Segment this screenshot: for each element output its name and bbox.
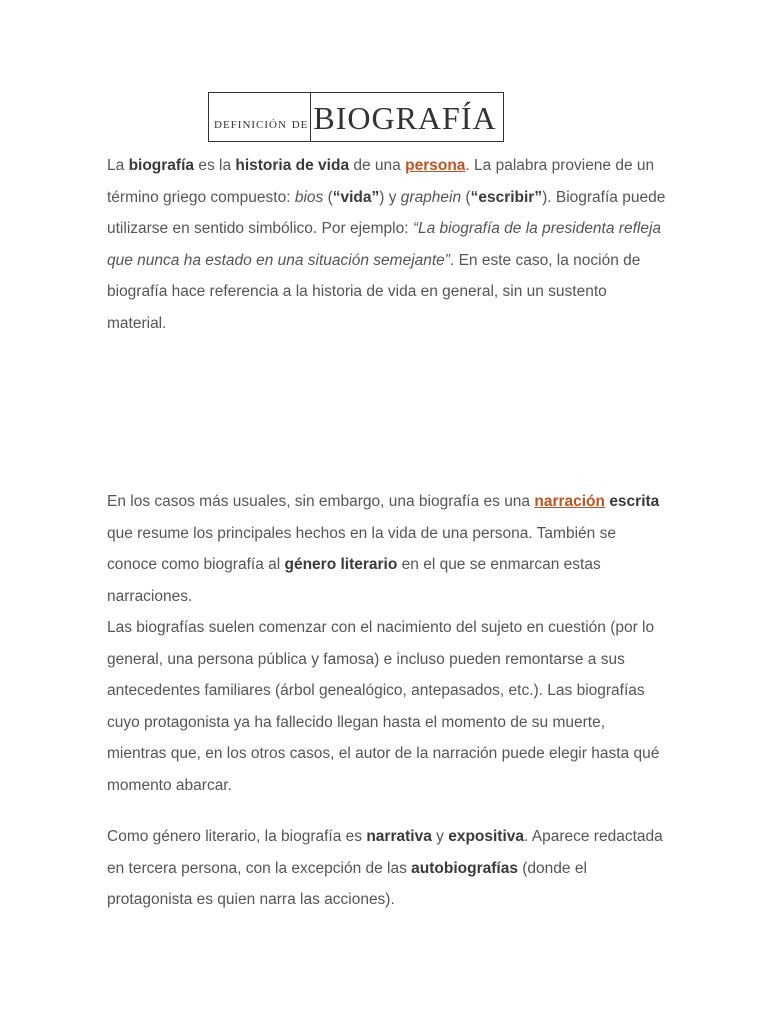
- page-title: [208, 92, 504, 142]
- bold-term: “vida”: [332, 188, 380, 206]
- text: ). Biografía puede utilizarse en sentido simbólico. Por ejemplo:: [107, 188, 666, 237]
- bold-term: biografía: [128, 157, 195, 174]
- text: Como género literario, la biografía es: [107, 828, 367, 845]
- text: En los casos más usuales, sin embargo, una biografía es una: [107, 493, 535, 510]
- bold-term: expositiva: [448, 828, 525, 845]
- text: y: [431, 828, 449, 845]
- paragraph-narracion: [107, 486, 667, 612]
- bold-term: historia de vida: [235, 157, 350, 174]
- paragraph-genero: [107, 821, 667, 916]
- link-narracion[interactable]: narración: [534, 493, 605, 510]
- bold-term: “escribir”: [470, 188, 543, 206]
- bold-term: autobiografías: [411, 859, 518, 877]
- text: de una: [349, 157, 406, 174]
- paragraph-intro: [107, 150, 667, 339]
- text: (: [323, 188, 333, 206]
- italic-term: bios: [294, 188, 324, 206]
- text: (: [461, 188, 471, 206]
- paragraph-contenido: [107, 612, 667, 801]
- bold-term: género literario: [284, 556, 398, 573]
- italic-quote: “La biografía de la presidenta refleja que nunca ha estado en una situación semejante”: [107, 220, 662, 269]
- link-persona[interactable]: persona: [405, 157, 466, 174]
- text: . En este caso, la noción de biografía hace referencia a la historia de vida en general, sin un sustento material.: [107, 251, 641, 332]
- text: en el que se enmarcan estas narraciones.: [107, 556, 601, 605]
- text: es la: [194, 157, 236, 174]
- text: (donde el protagonista es quien narra las acciones).: [107, 859, 587, 908]
- text: . La palabra proviene de un término griego compuesto:: [107, 157, 655, 206]
- text: Las biografías suelen comenzar con el nacimiento del sujeto en cuestión (por lo general, una persona pública y famosa) e incluso pueden remontarse a sus antecedentes familiares (árbol genealógico, antepasados, etc.). Las biografías cuyo protagonista ya ha fallecido llegan hasta el momento de su muerte, mientras que, en los otros casos, el autor de la narración puede elegir hasta qué momento abarcar.: [107, 619, 660, 794]
- text: que resume los principales hechos en la vida de una persona. También se conoce como biografía al: [107, 524, 616, 573]
- text: La: [107, 157, 129, 174]
- bold-term: escrita: [609, 493, 660, 510]
- italic-term: graphein: [400, 188, 462, 206]
- title-prefix-text: definición de: [214, 116, 309, 132]
- text: ) y: [379, 188, 401, 206]
- title-main: BIOGRAFÍA: [310, 92, 503, 142]
- title-prefix: [208, 92, 310, 142]
- bold-term: narrativa: [366, 828, 432, 845]
- text: . Aparece redactada en tercera persona, con la excepción de las: [107, 828, 663, 877]
